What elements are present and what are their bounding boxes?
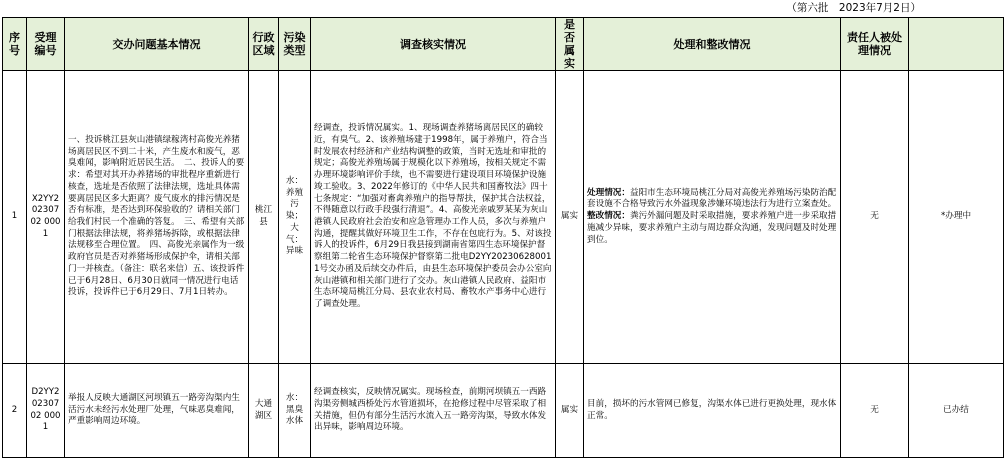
cell-code: X2YY20230702 0001 bbox=[27, 71, 65, 364]
cell-code: D2YY20230702 0001 bbox=[27, 364, 65, 458]
handling-text: 目前，损坏的污水管网已修复，沟渠水体已进行更换处理，现水体正常。 bbox=[587, 398, 837, 421]
handling-label: 处理情况： bbox=[587, 187, 630, 198]
cell-handling bbox=[584, 364, 841, 458]
rectification-label: 整改情况： bbox=[587, 211, 630, 222]
rectification-text: 粪污外漏问题及时采取措施，要求养殖户进一步采取措施减少异味，要求养殖户主动与周边群众沟通，发现问题及时处理到位。 bbox=[587, 211, 837, 245]
header-district: 行政区域 bbox=[249, 18, 279, 71]
cell-accountability: 无 bbox=[841, 364, 909, 458]
cell-verified: 属实 bbox=[556, 364, 584, 458]
cell-issue: 举报人反映大通湖区河坝镇五一路旁沟渠内生活污水未经污水处理厂处理，气味恶臭难闻，严重影响周边环境。 bbox=[65, 364, 249, 458]
complaint-table bbox=[2, 17, 1004, 458]
cell-handling bbox=[584, 71, 841, 364]
table-row bbox=[3, 71, 1004, 364]
cell-pollution: 水：黑臭水体 bbox=[279, 364, 311, 458]
header-pollution: 污染类型 bbox=[279, 18, 311, 71]
cell-district: 桃江县 bbox=[249, 71, 279, 364]
cell-status: *办理中 bbox=[909, 71, 1004, 364]
cell-status: 已办结 bbox=[909, 364, 1004, 458]
header-issue: 交办问题基本情况 bbox=[65, 18, 249, 71]
batch-label: （第六批 2023年7月2日） bbox=[786, 2, 921, 14]
cell-seq: 2 bbox=[3, 364, 27, 458]
header-status bbox=[909, 18, 1004, 71]
handling-text: 益阳市生态环境局桃江分局对高俊光养殖场污染防治配套设施不合格导致污水外溢现象涉嫌环境违法行为进行立案查处。 bbox=[587, 187, 837, 210]
cell-investigation: 经调查，投诉情况属实。1、现场调查养猪场离居民区的确较近，有臭气。2、该养殖场建于1998年，属于养殖户，符合当时发展农村经济和产业结构调整的政策，当时无选址和审批的规定；高俊光养殖场属于规模化以下养殖场，按相关规定不需办理环境影响评价手续，也不需要进行建设项目环境保护设施竣工验收。3、2022年修订的《中华人民共和国畜牧法》四十七条规定：“加强对畜禽养殖户的指导帮扶，保护其合法权益，不得随意以行政手段强行清退”。4、高俊光亲戚罗某某为灰山港镇人民政府社会治安和应急管理办工作人员，多次与养殖户沟通，提醒其做好环境卫生工作，不存在包庇行为。5、对该投诉人的投诉件，6月29日我县接到湖南省第四生态环境保护督察组第二轮省生态环境保护督察第二批电D2YY20230628001 1号交办函及后续交办件后，由县生态环境保护委员会办公室向灰山港镇和相关部门进行了交办。灰山港镇人民政府、益阳市生态环境局桃江分局、县农业农村局、畜牧水产事务中心进行了调查处理。 bbox=[311, 71, 556, 364]
cell-issue: 一、投诉桃江县灰山港镇绿稼湾村高俊光养猪场离居民区不到二十米，产生废水和废气，恶臭难闻，影响附近居民生活。 二、投诉人的要求：希望对其开办养猪场的审批程序重新进行核查，选址是否依照了法律法规，选址具体需要离居民区多大距离？废气废水的排污情况是否有标准，是否达到环保验收的？请相关部门给我们村民一个准确的答复。 三、希望有关部门根据法律法规，将养猪场拆除，或根据法律法规移至合理位置。 四、高俊光亲属作为一级政府官员是否对养猪场形成保护伞，请相关部门一并核查。（备注：联名来信）五、该投诉件已于6月28日、6月30日就同一情况进行电话投诉，投诉件已于6月29日、7月1日转办。 bbox=[65, 71, 249, 364]
cell-verified: 属实 bbox=[556, 71, 584, 364]
header-code: 受理编号 bbox=[27, 18, 65, 71]
header-investigation: 调查核实情况 bbox=[311, 18, 556, 71]
header-handling: 处理和整改情况 bbox=[584, 18, 841, 71]
cell-seq: 1 bbox=[3, 71, 27, 364]
cell-pollution: 水：养殖污染；大气：异味 bbox=[279, 71, 311, 364]
header-row bbox=[3, 18, 1004, 71]
cell-investigation: 经调查核实，反映情况属实。现场检查，前期河坝镇五一西路沟渠旁侧城西桥处污水管道损坏，在抢修过程中尽管采取了相关措施，但仍有部分生活污水流入五一路旁沟渠，导致水体发出异味，影响周边环境。 bbox=[311, 364, 556, 458]
header-seq: 序号 bbox=[3, 18, 27, 71]
table-row bbox=[3, 364, 1004, 458]
header-verified: 是否属实 bbox=[556, 18, 584, 71]
cell-district: 大通湖区 bbox=[249, 364, 279, 458]
cell-accountability: 无 bbox=[841, 71, 909, 364]
header-accountability: 责任人被处理情况 bbox=[841, 18, 909, 71]
